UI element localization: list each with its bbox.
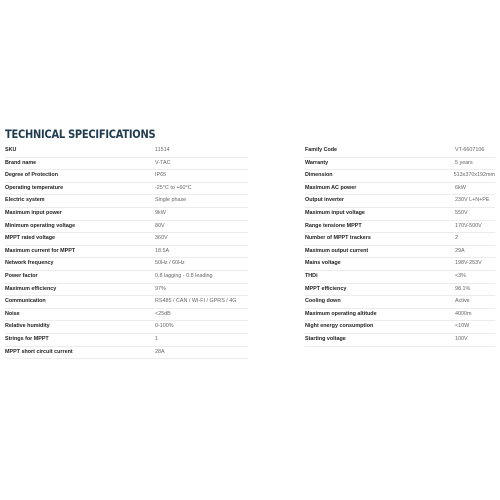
spec-label: Communication	[5, 298, 46, 305]
spec-value: 9kW	[155, 209, 166, 216]
spec-label: Dimension	[305, 172, 333, 179]
spec-value: <3%	[455, 272, 466, 279]
page-title: TECHNICAL SPECIFICATIONS	[5, 127, 156, 141]
spec-value: 97%	[155, 285, 166, 292]
spec-label: Brand name	[5, 159, 37, 166]
spec-value: 98.1%	[455, 285, 471, 292]
spec-label: Starting voltage	[305, 335, 346, 342]
spec-value: 360V	[155, 235, 168, 242]
spec-row	[305, 296, 495, 309]
spec-label: Degree of Protection	[5, 172, 59, 179]
spec-value: 4000m	[455, 310, 472, 317]
spec-label: MPPT rated voltage	[5, 235, 56, 242]
spec-label: Maximum efficiency	[5, 285, 57, 292]
spec-row	[305, 195, 495, 208]
spec-row	[5, 309, 248, 322]
spec-label: Mains voltage	[305, 260, 341, 267]
spec-row	[5, 208, 248, 221]
spec-value: Active	[455, 298, 470, 305]
spec-row	[305, 233, 495, 246]
spec-value: 0.8 lagging - 0.8 leading	[155, 272, 213, 279]
spec-value: 100V	[455, 335, 468, 342]
spec-value: 80V	[155, 222, 165, 229]
spec-row	[305, 246, 495, 259]
spec-row	[5, 246, 248, 259]
spec-label: Maximum output current	[305, 247, 369, 254]
spec-label: Maximum AC power	[305, 184, 357, 191]
spec-row	[5, 221, 248, 234]
spec-row	[305, 271, 495, 284]
spec-value: 50Hz / 60Hz	[155, 260, 185, 267]
spec-value: 550V	[455, 209, 468, 216]
spec-label: Electric system	[5, 197, 45, 204]
spec-row	[5, 334, 248, 347]
spec-value: 513x370x192mm	[453, 172, 495, 179]
spec-row	[5, 183, 248, 196]
spec-value: 5 years	[455, 159, 473, 166]
spec-row	[5, 321, 248, 334]
spec-row	[305, 284, 495, 297]
spec-row	[5, 284, 248, 297]
spec-label: Network frequency	[5, 260, 54, 267]
spec-label: SKU	[5, 147, 17, 153]
spec-value: 18.5A	[155, 247, 170, 254]
spec-label: Cooling down	[305, 298, 341, 305]
spec-value: 29A	[455, 247, 465, 254]
spec-label: Minimum operating voltage	[5, 222, 76, 229]
spec-label: Power factor	[5, 272, 38, 279]
spec-label: Number of MPPT trackers	[305, 235, 371, 242]
spec-value: V-TAC	[155, 159, 171, 166]
spec-label: Night energy consumption	[305, 323, 374, 330]
spec-value: 28A	[155, 348, 165, 355]
spec-value: 1	[155, 335, 158, 342]
spec-row	[305, 321, 495, 334]
spec-value: 6kW	[455, 184, 466, 191]
spec-label: Maximum input voltage	[305, 209, 365, 216]
spec-label: Warranty	[305, 159, 329, 166]
spec-label: THDi	[305, 272, 318, 279]
spec-row	[305, 170, 495, 183]
spec-label: Maximum input power	[5, 209, 62, 216]
spec-row	[5, 233, 248, 246]
spec-row	[305, 334, 495, 347]
spec-value: 230V L+N+PE	[455, 197, 490, 204]
spec-label: Noise	[5, 310, 20, 317]
spec-label: Operating temperature	[5, 184, 64, 191]
spec-label: Family Code	[305, 147, 338, 153]
spec-value: -25°C to +60°C	[155, 184, 192, 191]
spec-value: <10W	[455, 323, 470, 330]
spec-row	[5, 347, 248, 360]
spec-value: RS485 / CAN / WI-FI / GPRS / 4G	[155, 298, 237, 305]
spec-label: Range tensione MPPT	[305, 222, 362, 229]
spec-label: Relative humidity	[5, 323, 50, 330]
spec-row	[305, 158, 495, 171]
spec-value: 170V-500V	[455, 222, 482, 229]
spec-row	[5, 271, 248, 284]
spec-row	[305, 309, 495, 322]
spec-value: Single phase	[155, 197, 187, 204]
spec-value: 11514	[155, 147, 170, 153]
spec-value: <25dB	[155, 310, 171, 317]
spec-row	[305, 258, 495, 271]
spec-value: 0-100%	[155, 323, 174, 330]
spec-row	[305, 208, 495, 221]
spec-label: Maximum current for MPPT	[5, 247, 76, 254]
spec-row	[5, 195, 248, 208]
spec-row	[5, 296, 248, 309]
spec-label: MPPT short circuit current	[5, 348, 73, 355]
spec-value: 2	[455, 235, 458, 242]
spec-row	[5, 170, 248, 183]
spec-label: MPPT efficiency	[305, 285, 347, 292]
spec-value: 198V-253V	[455, 260, 482, 267]
spec-value: IP65	[155, 172, 167, 179]
spec-row	[5, 145, 248, 158]
spec-row	[305, 183, 495, 196]
spec-label: Maximum operating altitude	[305, 310, 377, 317]
spec-row	[305, 221, 495, 234]
spec-value: VT-6607106	[455, 147, 485, 153]
spec-row	[5, 158, 248, 171]
left-spec-table	[5, 145, 248, 359]
right-spec-table	[305, 145, 495, 347]
spec-label: Output inverter	[305, 197, 344, 204]
spec-row	[5, 258, 248, 271]
spec-label: Strings for MPPT	[5, 335, 49, 342]
spec-row	[305, 145, 495, 158]
